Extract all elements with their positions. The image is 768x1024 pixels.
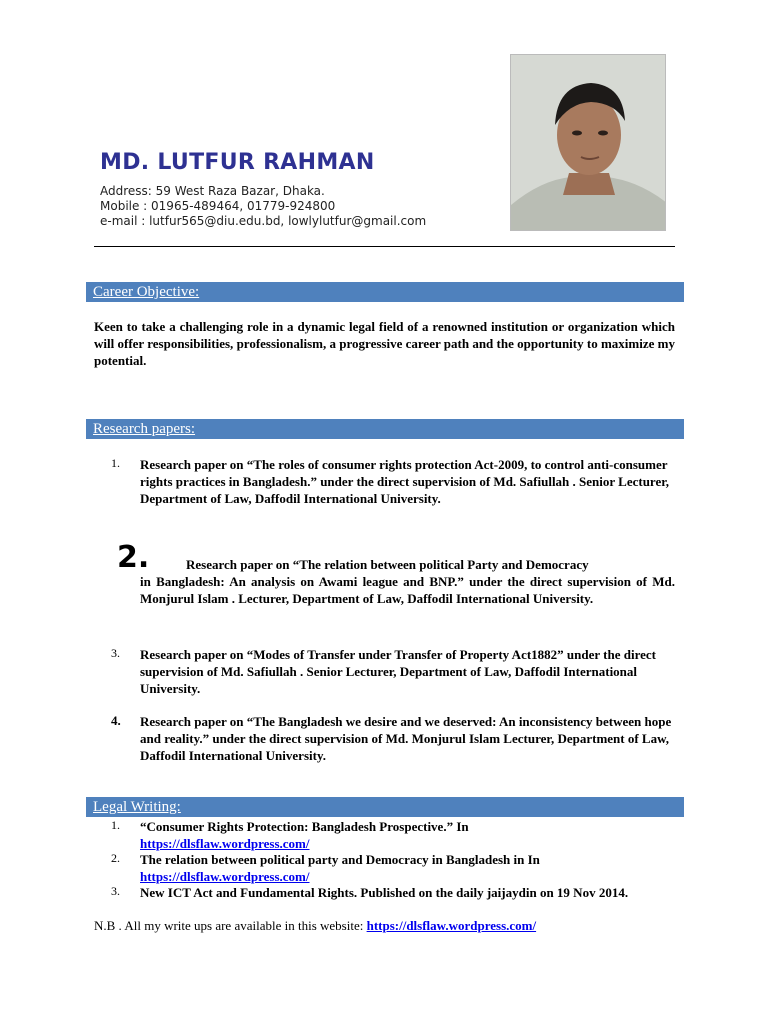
legal-item-text: [140, 818, 676, 852]
career-objective-heading: [86, 282, 684, 302]
legal-item-text: [140, 851, 676, 885]
website-note-text: N.B . All my write ups are available in this website:: [94, 918, 367, 933]
candidate-name: MD. LUTFUR RAHMAN: [100, 150, 375, 175]
research-item-text: Research paper on “Modes of Transfer under Transfer of Property Act1882” under the direct supervision of Md. Safiullah . Senior Lecturer, Department of Law, Daffodil International University.: [140, 647, 656, 696]
research-item-2-rest: in Bangladesh: An analysis on Awami league and BNP.” under the direct supervision of Md. Monjurul Islam . Lecturer, Department of Law, Daffodil International University.: [140, 574, 675, 606]
list-number: 1.: [111, 818, 120, 832]
research-item-1: [111, 456, 676, 507]
website-note: [94, 917, 684, 934]
legal-writing-heading-text: Legal Writing:: [93, 799, 181, 815]
research-item-3: [111, 646, 676, 697]
legal-item-title: The relation between political party and Democracy in Bangladesh in In: [140, 852, 540, 867]
list-number: 1.: [111, 456, 120, 470]
legal-writing-heading: [86, 797, 684, 817]
list-number: 4.: [111, 713, 121, 728]
dlsflaw-link[interactable]: https://dlsflaw.wordpress.com/: [140, 869, 310, 884]
legal-item-1: [111, 818, 676, 852]
research-item-text: Research paper on “The Bangladesh we desire and we deserved: An inconsistency between hope and reality.” under the direct supervision of Md. Monjurul Islam Lecturer, Department of Law, Daffodil International University.: [140, 714, 672, 763]
legal-item-text: New ICT Act and Fundamental Rights. Published on the daily jaijaydin on 19 Nov 2014.: [140, 885, 629, 900]
email-line: e-mail : lutfur565@diu.edu.bd, lowlylutfur@gmail.com: [100, 214, 427, 228]
address-line: Address: 59 West Raza Bazar, Dhaka.: [100, 184, 325, 198]
career-objective-heading-text: Career Objective:: [93, 284, 200, 300]
legal-item-3: [111, 884, 676, 901]
website-link[interactable]: https://dlsflaw.wordpress.com/: [366, 918, 537, 933]
research-item-2-number: 2.: [117, 540, 150, 575]
list-number: 2.: [111, 851, 120, 865]
legal-item-2: [111, 851, 676, 885]
header-divider: [94, 246, 675, 247]
contact-block: [100, 184, 426, 229]
research-item-4: [111, 713, 676, 764]
dlsflaw-link[interactable]: https://dlsflaw.wordpress.com/: [140, 836, 310, 851]
list-number: 3.: [111, 646, 120, 660]
profile-photo: [510, 54, 666, 231]
research-papers-heading-text: Research papers:: [93, 421, 196, 437]
research-item-2-first-line: Research paper on “The relation between political Party and Democracy: [186, 557, 589, 572]
mobile-line: Mobile : 01965-489464, 01779-924800: [100, 199, 336, 213]
research-item-2: [140, 556, 675, 607]
legal-item-title: “Consumer Rights Protection: Bangladesh Prospective.” In: [140, 819, 469, 834]
research-item-text: Research paper on “The roles of consumer rights protection Act-2009, to control anti-consumer rights practices in Bangladesh.” under the direct supervision of Md. Safiullah . Senior Lecturer, Department of Law, Daffodil International University.: [140, 457, 670, 506]
person-portrait-icon: [511, 55, 666, 231]
career-objective-text: Keen to take a challenging role in a dynamic legal field of a renowned institution or organization which will offer responsibilities, professionalism, a progressive career path and the opportunity to maximize my potential.: [94, 319, 675, 368]
research-papers-heading: [86, 419, 684, 439]
list-number: 3.: [111, 884, 120, 898]
